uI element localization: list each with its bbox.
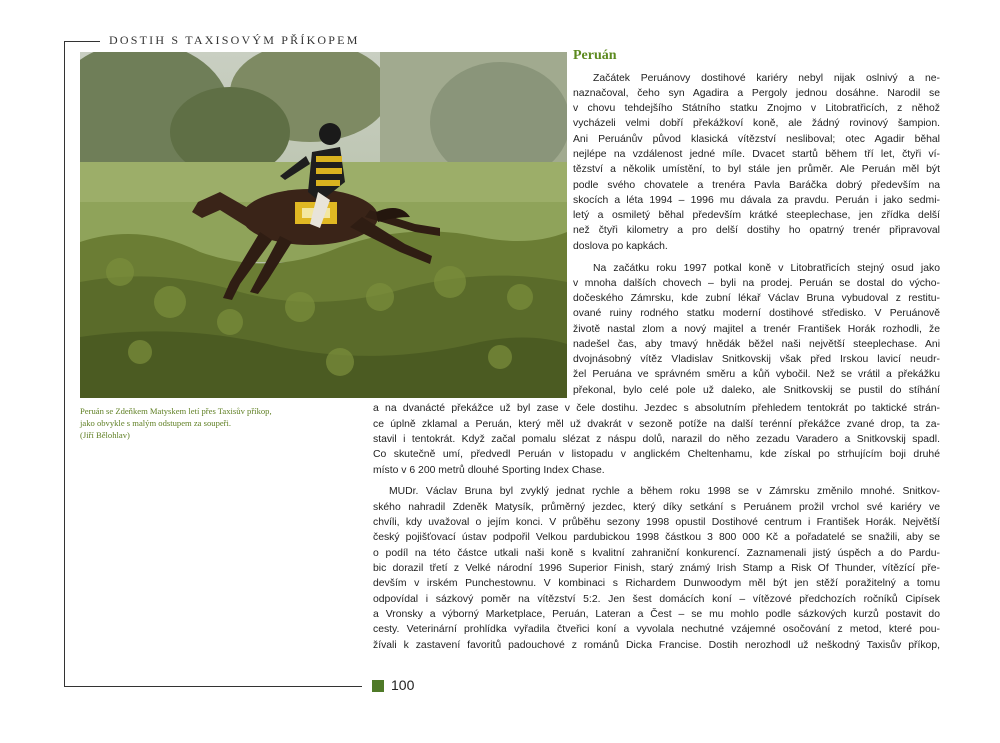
text-line: dvojnásobný vítěz Vladislav Snitkovskij však před Irskou lavicí neudr-: [573, 354, 940, 365]
text-line: letý a osmiletý běhal především krátké steeplechase, jen zřídka delší: [573, 210, 940, 221]
text-line: nadešel čas, aby tmavý hnědák běžel naši největší steeplechase. Ani: [573, 339, 940, 350]
text-line: chvíli, kdy uvažoval o jejím konci. V průběhu sezony 1998 opustil Dostihové centrum i František Horák. Největší: [373, 517, 940, 528]
text-line: Začátek Peruánovy dostihové kariéry nebyl nijak oslnivý a ne-: [593, 73, 940, 84]
text-line: tězství a několik umístění, to byl stále jen průměr. Ale Peruán měl být: [573, 164, 940, 175]
text-line: doslova po kapkách.: [573, 241, 668, 252]
caption-credit: (Jiří Bělohlav): [80, 430, 130, 440]
text-line: žívali k zastavení favoritů padouchové z románů Dicka Francise. Dostih nerozhodl už neškodný Taxisův příkop,: [373, 640, 940, 651]
folio-marker: [372, 680, 384, 692]
page-frame-bottom-rule: [64, 686, 362, 687]
page-frame-top-rule: [64, 41, 100, 42]
caption-line: Peruán se Zdeňkem Matyskem letí přes Taxisův příkop,: [80, 406, 272, 416]
text-line: devším v irském Punchestownu. V kombinaci s Richardem Dunwoodym měl být jen stěží poražitelný a tomu: [373, 578, 940, 589]
text-line: Co skutečně umí, předvedl Peruán v listopadu v anglickém Cheltenhamu, kde získal po strhujícím boji druhé: [373, 449, 940, 460]
text-line: v mnoha dalších chovech – byli na prodej. Peruán se dostal do výcho-: [573, 278, 940, 289]
text-line: dočeského Zámrsku, kde zubní lékař Václav Bruna vybudoval z restitu-: [573, 293, 940, 304]
text-line: ované ruiny rodného statku moderní dostihové středisko. V Peruánově: [573, 308, 940, 319]
text-line: MUDr. Václav Bruna byl zvyklý jednat rychle a během roku 1998 se v Zámrsku změnilo mnohé. Snitkov-: [389, 486, 940, 497]
section-title: Peruán: [573, 48, 617, 63]
text-line: podle svého chovatele a trenéra Pavla Baráčka dobrý především na: [573, 180, 940, 191]
text-line: odpovídal i sázkový poměr na vítězství 5:2. Jen šest domácích koní – vítězové předchozích ročníků Cipísek: [373, 594, 940, 605]
text-line: cesty. Veterinární prohlídka vyřadila čtveřici koní a vyvolala nechutné vzájemné osočování z metod, které pou-: [373, 624, 940, 635]
text-line: stavil i tentokrát. Když začal pomalu slézat z náspu dolů, narazil do něho zezadu Varadero a Snitkovskij spadl.: [373, 434, 940, 445]
page-number: 100: [391, 677, 415, 693]
text-line: ského nahradil Zdeněk Matysík, průměrný jezdec, který díky setkání s Peruánem prožil vrchol své kariéry ve: [373, 502, 940, 513]
text-line: o podíl na této částce utkali naši koně s kvalitní zahraniční konkurencí. Zaznamenali jistý úspěch a do Pardu-: [373, 548, 940, 559]
steeplechase-photo: [80, 52, 567, 398]
text-line: a na dvanácté překážce už byl zase v čele dostihu. Jezdec s absolutním přehledem tentokrát po taktické strán-: [373, 403, 940, 414]
photo-caption: [80, 405, 370, 441]
text-line: Ani Peruánův původ klasická vítězství nesliboval; otec Agadir běhal: [573, 134, 940, 145]
text-line: v chovu tehdejšího Státního statku Znojmo v Litobratřicích, z něhož: [573, 103, 940, 114]
text-line: překonal, bylo celé pole už daleko, ale Snitkovskij se pustil do stíhání: [573, 385, 940, 396]
text-line: skocích a léta 1994 – 1996 mu dávala za pravdu. Peruán i jako sedmi-: [573, 195, 940, 206]
text-line: než čtyři kilometry a pro delší dostihy ho opatrný trenér připravoval: [573, 225, 940, 236]
text-line: Na začátku roku 1997 potkal koně v Litobratřicích stejný osud jako: [593, 263, 940, 274]
text-line: ce úplně zklamal a Peruán, který měl už dvakrát v sezoně potíže na další terénní překážce zvané drop, ta za-: [373, 419, 940, 430]
text-line: naznačoval, čeho syn Agadira a Pergoly jednou dosáhne. Narodil se: [573, 88, 940, 99]
text-line: místo v 6 200 metrů dlouhé Sporting Index Chase.: [373, 465, 605, 476]
page-frame-left-rule: [64, 41, 65, 687]
text-line: a Vronsky a výborný Marketplace, Peruán, Lateran a Čest – se mu mohlo podle sázkových kurzů postavit do: [373, 609, 940, 620]
running-head: DOSTIH S TAXISOVÝM PŘÍKOPEM: [109, 33, 360, 47]
text-line: nejlépe na vzdálenost jedné míle. Dvacet startů během tří let, čtyři ví-: [573, 149, 940, 160]
text-line: žel Peruána ve správném směru a kůň vybočil. Než se vrátil a překážku: [573, 369, 940, 380]
caption-line: jako obvykle s malým odstupem za soupeři.: [80, 418, 232, 428]
text-line: životě nastal zlom a nový majitel a trenér František Horák rozhodli, že: [573, 324, 940, 335]
text-line: český pojišťovací ústav podpořil Velkou pardubickou 1998 částkou 3 800 000 Kč a pořadatelé se snažili, aby se: [373, 532, 940, 543]
text-line: bic dorazil třetí z Velké národní 1996 Superior Finish, starý známý Irish Stamp a Risk Of Thunder, vítězící pře-: [373, 563, 940, 574]
text-line: vycházeli velmi dobří překážkoví koně, ale žádný rovinový šampion.: [573, 118, 940, 129]
